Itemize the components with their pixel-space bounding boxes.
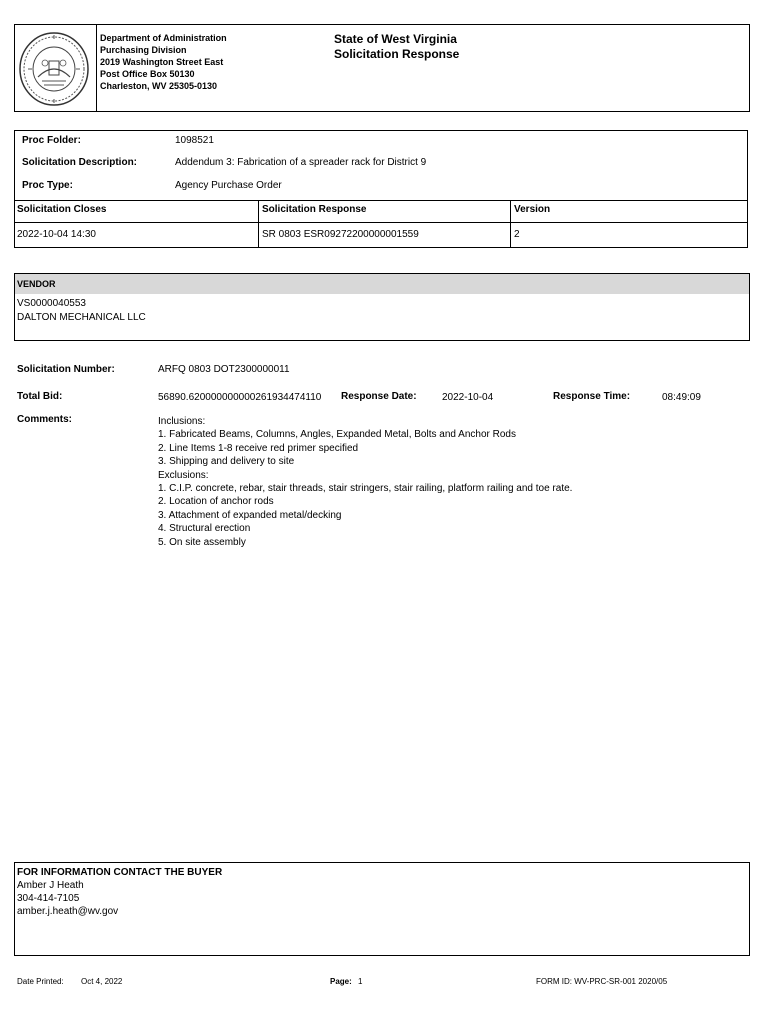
address-line-4: Post Office Box 50130 [100, 69, 195, 79]
proc-folder-value: 1098521 [175, 135, 214, 146]
contact-name: Amber J Heath [17, 880, 84, 891]
version-value: 2 [514, 229, 520, 240]
info-divider-mid [14, 222, 748, 223]
comments-block [158, 415, 572, 549]
solicitation-number-value: ARFQ 0803 DOT2300000011 [158, 364, 290, 375]
comments-label: Comments: [17, 414, 73, 425]
header-divider [96, 24, 97, 112]
proc-type-value: Agency Purchase Order [175, 180, 282, 191]
contact-email[interactable]: amber.j.heath@wv.gov [17, 906, 119, 917]
comment-line: Inclusions: [158, 416, 206, 427]
proc-folder-label: Proc Folder: [22, 135, 81, 146]
info-divider-top [14, 200, 748, 201]
address-line-3: 2019 Washington Street East [100, 57, 224, 67]
vendor-id: VS0000040553 [17, 298, 86, 309]
vendor-header-bar [15, 274, 749, 294]
form-id: FORM ID: WV-PRC-SR-001 2020/05 [536, 977, 668, 986]
proc-type-label: Proc Type: [22, 180, 73, 191]
state-seal-icon [18, 31, 90, 107]
address-line-1: Department of Administration [100, 33, 227, 43]
comment-line: 1. Fabricated Beams, Columns, Angles, Expanded Metal, Bolts and Anchor Rods [158, 429, 516, 441]
info-col-divider-2 [510, 200, 511, 248]
address-line-2: Purchasing Division [100, 45, 187, 55]
vendor-label: VENDOR [17, 279, 56, 289]
response-date-value: 2022-10-04 [442, 392, 494, 403]
info-col-divider-1 [258, 200, 259, 248]
contact-heading: FOR INFORMATION CONTACT THE BUYER [17, 867, 223, 878]
vendor-name: DALTON MECHANICAL LLC [17, 312, 146, 323]
agency-address [100, 32, 227, 92]
contact-block [17, 866, 222, 918]
response-time-label: Response Time: [553, 391, 631, 402]
title-line-1: State of West Virginia [334, 32, 457, 46]
closes-label: Solicitation Closes [17, 204, 107, 215]
version-label: Version [514, 204, 551, 215]
document-title [334, 32, 459, 62]
comment-line: Exclusions: [158, 469, 209, 481]
solicitation-number-label: Solicitation Number: [17, 364, 115, 375]
address-line-5: Charleston, WV 25305-0130 [100, 81, 218, 91]
title-line-2: Solicitation Response [334, 47, 460, 61]
comment-line: 5. On site assembly [158, 536, 246, 548]
total-bid-value: 56890.620000000000261934474110 [158, 392, 322, 403]
response-label: Solicitation Response [262, 204, 367, 215]
contact-phone: 304-414-7105 [17, 893, 80, 904]
total-bid-label: Total Bid: [17, 391, 63, 402]
comment-line: 2. Location of anchor rods [158, 496, 274, 508]
page-label: Page: [330, 977, 352, 986]
comment-line: 3. Shipping and delivery to site [158, 456, 295, 468]
date-printed-value: Oct 4, 2022 [81, 977, 123, 986]
page-value: 1 [358, 977, 363, 986]
closes-value: 2022-10-04 14:30 [17, 229, 96, 240]
date-printed-label: Date Printed: [17, 977, 64, 986]
comment-line: 4. Structural erection [158, 523, 251, 535]
description-label: Solicitation Description: [22, 157, 138, 168]
comment-line: 2. Line Items 1-8 receive red primer specified [158, 442, 359, 454]
response-time-value: 08:49:09 [662, 392, 701, 403]
response-value: SR 0803 ESR09272200000001559 [262, 229, 419, 240]
comment-line: 1. C.I.P. concrete, rebar, stair threads, stair stringers, stair railing, platform railing and toe rate. [158, 483, 573, 495]
description-value: Addendum 3: Fabrication of a spreader rack for District 9 [175, 157, 427, 168]
comment-line: 3. Attachment of expanded metal/decking [158, 509, 342, 521]
response-date-label: Response Date: [341, 391, 417, 402]
